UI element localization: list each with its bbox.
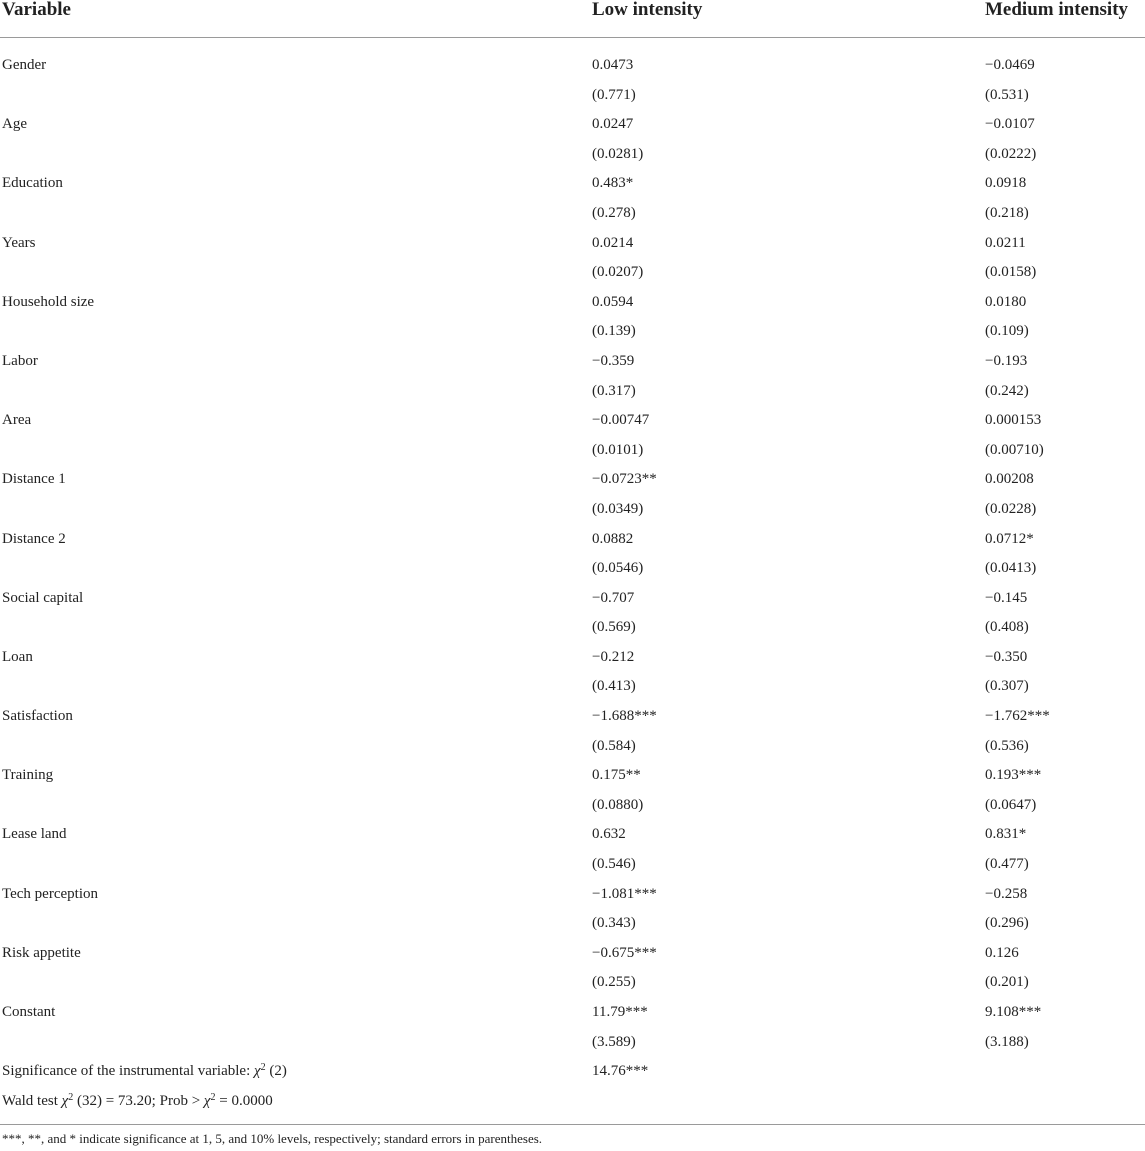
wald-mid: (32) = 73.20; Prob > [73,1092,204,1109]
row-label: Loan [2,648,33,665]
table-row-se [0,80,1145,110]
iv-label-suffix: (2) [265,1063,287,1080]
low-standard-error: (3.589) [592,1033,636,1050]
table-row [0,583,1145,613]
table-row [0,760,1145,790]
iv-significance-value: 14.76*** [592,1063,649,1080]
medium-coefficient: 0.126 [985,944,1019,961]
wald-test-text [2,1092,273,1110]
row-label: Training [2,767,54,784]
medium-standard-error: (0.109) [985,323,1029,340]
medium-standard-error: (0.296) [985,915,1029,932]
table-row-se [0,849,1145,879]
low-coefficient: 0.632 [592,826,626,843]
medium-coefficient: 0.0180 [985,293,1027,310]
table-row-se [0,1027,1145,1057]
table-row [0,50,1145,80]
row-label: Tech perception [2,885,98,902]
low-standard-error: (0.413) [592,678,636,695]
medium-standard-error: (0.0647) [985,796,1037,813]
wald-prefix: Wald test [2,1092,62,1109]
table-row [0,938,1145,968]
medium-coefficient: 0.000153 [985,412,1042,429]
row-label: Gender [2,57,47,73]
low-coefficient: 0.0473 [592,57,634,73]
low-coefficient: −1.688*** [592,708,657,725]
low-coefficient: −0.359 [592,352,635,369]
low-coefficient: −0.00747 [592,412,650,429]
low-coefficient: 0.0214 [592,234,634,251]
medium-standard-error: (0.307) [985,678,1029,695]
medium-coefficient: −1.762*** [985,708,1050,725]
table-row-se [0,671,1145,701]
row-label: Distance 2 [2,530,66,547]
medium-standard-error: (0.531) [985,86,1029,103]
medium-coefficient: −0.0107 [985,116,1035,133]
medium-coefficient: 0.831* [985,826,1027,843]
medium-standard-error: (0.0158) [985,264,1037,281]
table-row [0,819,1145,849]
row-label: Satisfaction [2,708,73,725]
low-standard-error: (0.0880) [592,796,644,813]
header-medium-intensity: Medium intensity [985,0,1129,20]
low-coefficient: −0.675*** [592,944,657,961]
table-row [0,464,1145,494]
medium-coefficient: 0.193*** [985,767,1042,784]
low-coefficient: 11.79*** [592,1004,648,1020]
medium-standard-error: (0.00710) [985,441,1044,458]
low-coefficient: 0.175** [592,767,641,784]
medium-coefficient: −0.0469 [985,57,1035,73]
low-standard-error: (0.569) [592,619,636,636]
low-standard-error: (0.0101) [592,441,644,458]
iv-significance-label [2,1062,287,1080]
medium-coefficient: 0.0211 [985,234,1026,251]
medium-standard-error: (0.536) [985,737,1029,754]
iv-significance-row [0,1056,1145,1086]
low-coefficient: −0.707 [592,589,635,606]
table-row-se [0,257,1145,287]
header-variable: Variable [2,0,71,20]
low-standard-error: (0.0546) [592,560,644,577]
low-standard-error: (0.546) [592,856,636,873]
medium-coefficient: −0.350 [985,648,1028,665]
low-coefficient: 0.0247 [592,116,634,133]
low-standard-error: (0.0207) [592,264,644,281]
table-row [0,168,1145,198]
table-row [0,228,1145,258]
medium-standard-error: (3.188) [985,1033,1029,1050]
medium-coefficient: 0.0918 [985,175,1027,192]
low-standard-error: (0.317) [592,382,636,399]
table-row-se [0,435,1145,465]
low-standard-error: (0.343) [592,915,636,932]
table-row-se [0,790,1145,820]
wald-test-row [0,1086,1145,1116]
low-coefficient: −1.081*** [592,885,657,902]
row-label: Constant [2,1004,56,1020]
low-standard-error: (0.0281) [592,145,644,162]
table-row-se [0,494,1145,524]
medium-standard-error: (0.477) [985,856,1029,873]
low-standard-error: (0.771) [592,86,636,103]
table-row [0,109,1145,139]
table-row-se [0,198,1145,228]
row-label: Risk appetite [2,944,81,961]
row-label: Age [2,116,27,133]
table-row-se [0,376,1145,406]
table-header [0,0,1145,38]
medium-coefficient: −0.258 [985,885,1028,902]
medium-coefficient: −0.193 [985,352,1028,369]
chi-symbol: χ [61,1092,69,1109]
medium-standard-error: (0.0228) [985,500,1037,517]
row-label: Labor [2,352,38,369]
chi-superscript: 2 [210,1091,216,1103]
medium-standard-error: (0.201) [985,974,1029,991]
table-row [0,405,1145,435]
table-footnote: ***, **, and * indicate significance at 1, 5, and 10% levels, respectively; standard errors in parentheses. [2,1131,543,1146]
table-row [0,701,1145,731]
medium-standard-error: (0.0413) [985,560,1037,577]
chi-superscript: 2 [260,1062,266,1074]
table-row-se [0,139,1145,169]
table-row-se [0,731,1145,761]
low-standard-error: (0.255) [592,974,636,991]
low-standard-error: (0.278) [592,204,636,221]
low-standard-error: (0.584) [592,737,636,754]
chi-superscript: 2 [68,1091,74,1103]
low-coefficient: 0.483* [592,175,634,192]
low-standard-error: (0.0349) [592,500,644,517]
chi-symbol: χ [254,1063,261,1080]
medium-standard-error: (0.408) [985,619,1029,636]
medium-standard-error: (0.218) [985,204,1029,221]
low-coefficient: 0.0882 [592,530,634,547]
table-bottom-rule [0,1124,1145,1125]
low-coefficient: −0.0723** [592,471,657,488]
wald-suffix: = 0.0000 [215,1092,273,1109]
table-body [0,50,1145,1115]
table-row [0,997,1145,1027]
row-label: Household size [2,293,95,310]
header-low-intensity: Low intensity [592,0,703,20]
table-row-se [0,612,1145,642]
row-label: Lease land [2,826,67,843]
row-label: Area [2,412,32,429]
medium-coefficient: −0.145 [985,589,1028,606]
table-row-se [0,967,1145,997]
iv-label-prefix: Significance of the instrumental variable: [2,1063,254,1080]
row-label: Distance 1 [2,471,66,488]
low-coefficient: −0.212 [592,648,635,665]
table-row-se [0,553,1145,583]
table-row-se [0,908,1145,938]
table-row [0,879,1145,909]
medium-coefficient: 9.108*** [985,1004,1042,1020]
table-row [0,524,1145,554]
medium-standard-error: (0.242) [985,382,1029,399]
table-row [0,346,1145,376]
table-row [0,287,1145,317]
medium-standard-error: (0.0222) [985,145,1037,162]
medium-coefficient: 0.0712* [985,530,1034,547]
low-standard-error: (0.139) [592,323,636,340]
table-row [0,642,1145,672]
low-coefficient: 0.0594 [592,293,634,310]
row-label: Social capital [2,589,84,606]
row-label: Years [2,234,36,251]
row-label: Education [2,175,63,192]
table-row-se [0,316,1145,346]
medium-coefficient: 0.00208 [985,471,1034,488]
chi-symbol: χ [203,1092,211,1109]
